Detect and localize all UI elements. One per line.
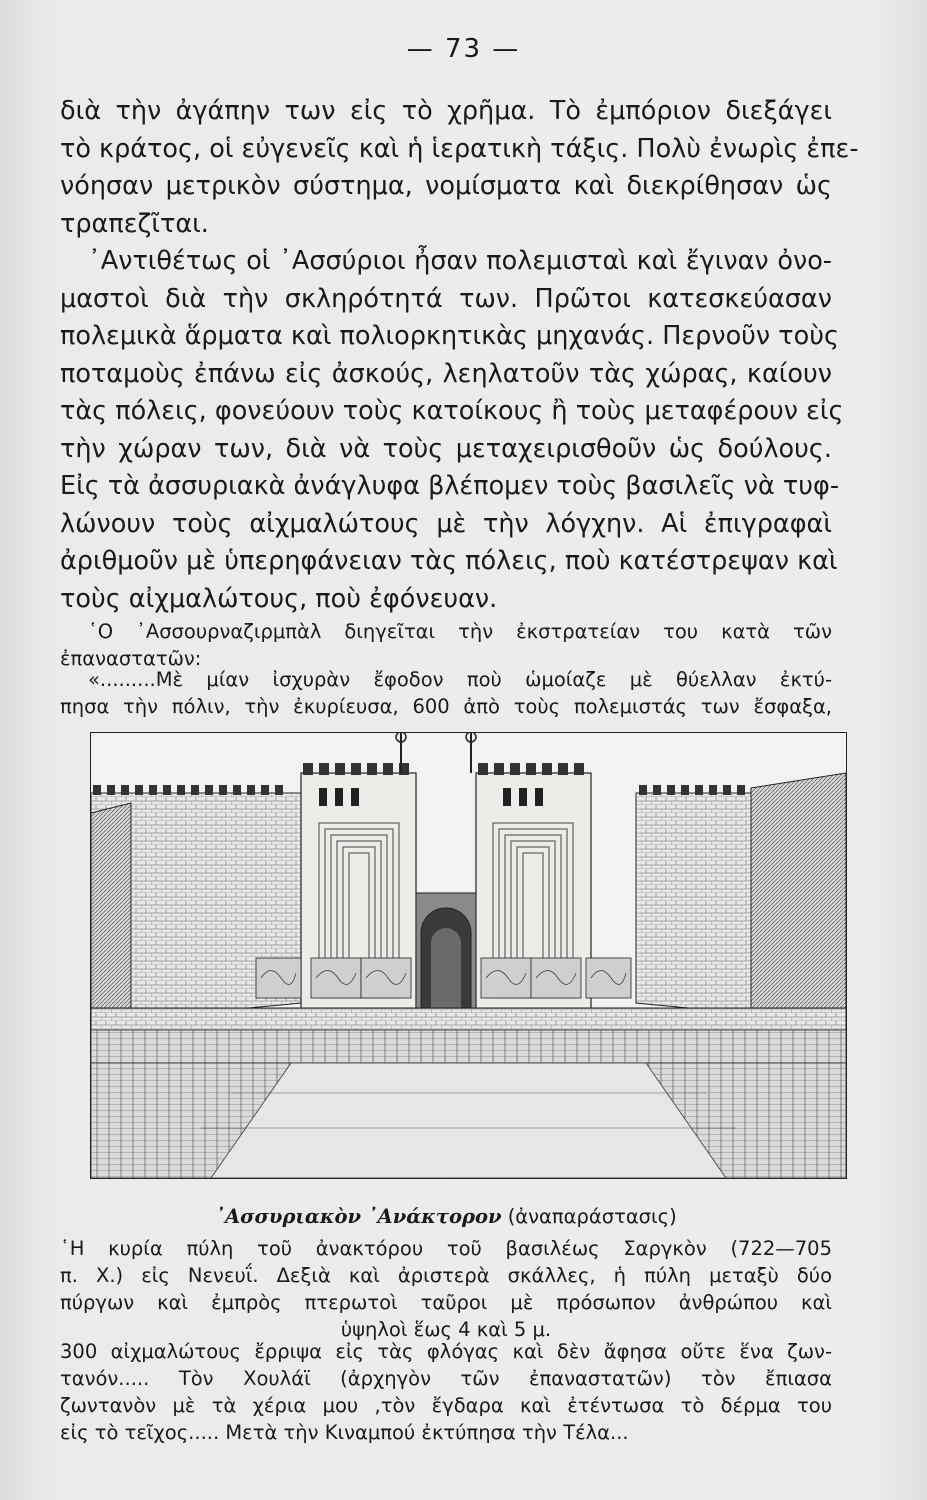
text-line: ἀριθμοῦν μὲ ὑπερηφάνειαν τὰς πόλεις, ποὺ κατέστρεψαν καὶ bbox=[60, 546, 838, 576]
text-line: ἐπαναστατῶν: bbox=[60, 647, 202, 670]
page-number: — 73 — bbox=[406, 34, 521, 64]
text-line: ᾿Αντιθέτως οἱ ᾿Ασσύριοι ἦσαν πολεμισταὶ καὶ ἔγιναν ὀνο- bbox=[88, 246, 832, 276]
text-line: τὸ κράτος, οἱ εὐγενεῖς καὶ ἡ ἱερατικὴ τάξις. Πολὺ ἐνωρὶς ἐπε- bbox=[60, 133, 859, 164]
caption-note: (ἀναπαράστασις) bbox=[507, 1205, 677, 1228]
text-line: τὰς πόλεις, φονεύουν τοὺς κατοίκους ἢ τοὺς μεταφέρουν εἰς bbox=[60, 396, 844, 426]
text-line: ζωντανὸν μὲ τὰ χέρια μου ,τὸν ἔγδαρα καὶ ἐτέντωσα τὸ δέρμα του bbox=[60, 1394, 832, 1417]
paragraph-1 bbox=[60, 93, 859, 243]
text-line: «.........Μὲ μίαν ἰσχυρὰν ἔφοδον ποὺ ὡμοίαζε μὲ θύελλαν ἐκτύ- bbox=[88, 668, 832, 691]
text-line: τὴν χώραν των, διὰ νὰ τοὺς μεταχειρισθοῦν ὡς δούλους. bbox=[60, 433, 832, 464]
text-line: 300 αἰχμαλώτους ἔρριψα εἰς τὰς φλόγας καὶ δὲν ἄφησα οὔτε ἕνα ζων- bbox=[60, 1340, 832, 1363]
text-line: ποταμοὺς ἐπάνω εἰς ἀσκούς, λεηλατοῦν τὰς χώρας, καίουν bbox=[60, 358, 832, 389]
text-line: μαστοὶ διὰ τὴν σκληρότητά των. Πρῶτοι κατεσκεύασαν bbox=[60, 283, 832, 314]
paragraph-2 bbox=[60, 243, 844, 618]
figure-caption-title bbox=[60, 1205, 832, 1228]
text-line: νόησαν μετρικὸν σύστημα, νομίσματα καὶ διεκρίθησαν ὡς bbox=[60, 171, 832, 201]
caption-line: ῾Η κυρία πύλη τοῦ ἀνακτόρου τοῦ βασιλέως Σαργκὸν (722—705 bbox=[60, 1237, 832, 1260]
text-line: λώνουν τοὺς αἰχμαλώτους μὲ τὴν λόγχην. Αἱ ἐπιγραφαὶ bbox=[60, 508, 832, 539]
text-line: διὰ τὴν ἀγάπην των εἰς τὸ χρῆμα. Τὸ ἐμπόριον διεξάγει bbox=[60, 96, 832, 126]
caption-line: ὑψηλοὶ ἕως 4 καὶ 5 μ. bbox=[340, 1318, 552, 1341]
palace-illustration bbox=[90, 732, 847, 1179]
text-line: πησα τὴν πόλιν, τὴν ἐκυρίευσα, 600 ἀπὸ τοὺς πολεμιστάς των ἔσφαξα, bbox=[60, 695, 832, 718]
text-line: πολεμικὰ ἅρματα καὶ πολιορκητικὰς μηχανάς. Περνοῦν τοὺς bbox=[60, 321, 839, 351]
caption-title-text: ᾿Ασσυριακὸν ᾿Ανάκτορον bbox=[215, 1205, 502, 1228]
figure-caption bbox=[60, 1235, 832, 1343]
text-line: Εἰς τὰ ἀσσυριακὰ ἀνάγλυφα βλέπομεν τοὺς βασιλεῖς νὰ τυφ- bbox=[60, 471, 840, 501]
text-line: τανόν..... Τὸν Χουλάϊ (ἀρχηγὸν τῶν ἐπαναστατῶν) τὸν ἔπιασα bbox=[60, 1367, 832, 1390]
text-line: ῾Ο ᾿Ασσουρναζιρμπὰλ διηγεῖται τὴν ἐκστρατείαν του κατὰ τῶν bbox=[88, 620, 832, 643]
text-line: τραπεζῖται. bbox=[60, 208, 209, 239]
caption-line: πύργων καὶ ἐμπρὸς πτερωτοὶ ταῦροι μὲ πρόσωπον ἀνθρώπου καὶ bbox=[60, 1291, 832, 1314]
quote-intro bbox=[60, 618, 832, 672]
caption-line: π. Χ.) εἰς Νενευΐ. Δεξιὰ καὶ ἀριστερὰ σκάλλες, ἡ πύλη μεταξὺ δύο bbox=[60, 1264, 832, 1287]
quote-text bbox=[60, 666, 832, 720]
text-line: εἰς τὸ τεῖχος..... Μετὰ τὴν Κιναμπού ἐκτύπησα τὴν Τέλα... bbox=[60, 1421, 629, 1444]
quote-continued bbox=[60, 1338, 832, 1446]
text-line: τοὺς αἰχμαλώτους, ποὺ ἐφόνευαν. bbox=[60, 583, 498, 614]
